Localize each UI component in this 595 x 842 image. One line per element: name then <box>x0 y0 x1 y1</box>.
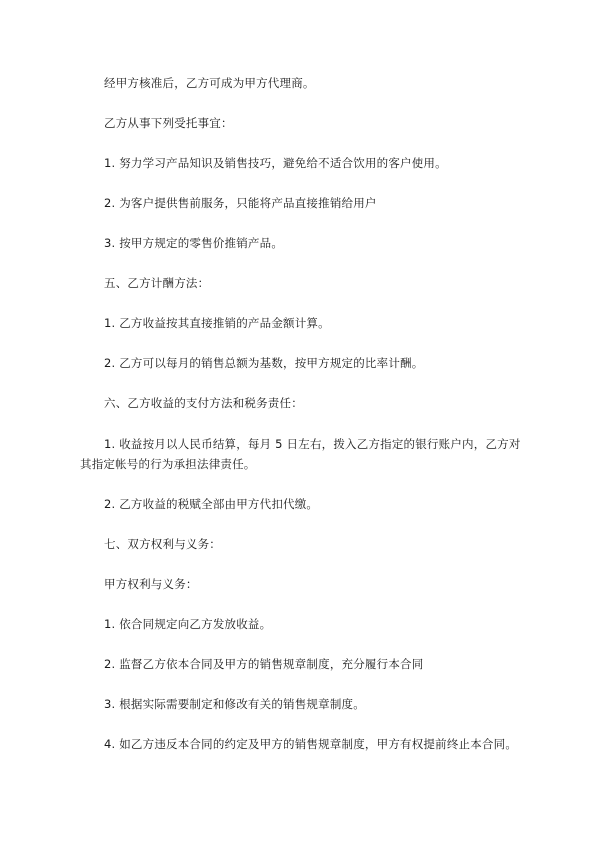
list-item-revenue-calculation: 1. 乙方收益按其直接推销的产品金额计算。 <box>104 316 330 330</box>
section-heading-rights-obligations: 七、双方权利与义务： <box>104 537 221 551</box>
list-item-pay-revenue: 1. 依合同规定向乙方发放收益。 <box>104 617 272 631</box>
list-item-monthly-rate: 2. 乙方可以每月的销售总额为基数，按甲方规定的比率计酬。 <box>104 356 424 370</box>
list-item-presale-service: 2. 为客户提供售前服务，只能将产品直接推销给用户 <box>104 196 377 210</box>
section-heading-compensation: 五、乙方计酬方法： <box>104 276 210 290</box>
list-item-regulations: 3. 根据实际需要制定和修改有关的销售规章制度。 <box>104 697 365 711</box>
list-item-study-products: 1. 努力学习产品知识及销售技巧，避免给不适合饮用的客户使用。 <box>104 156 447 170</box>
section-heading-payment-tax: 六、乙方收益的支付方法和税务责任： <box>104 396 303 410</box>
list-item-settlement-line1: 1. 收益按月以人民币结算，每月 5 日左右，拨入乙方指定的银行账户内，乙方对 <box>104 437 521 451</box>
list-item-settlement-line2: 其指定帐号的行为承担法律责任。 <box>80 457 256 471</box>
list-item-termination: 4. 如乙方违反本合同的约定及甲方的销售规章制度，甲方有权提前终止本合同。 <box>104 737 518 751</box>
paragraph-approval: 经甲方核准后，乙方可成为甲方代理商。 <box>104 76 315 90</box>
subheading-party-a-rights: 甲方权利与义务： <box>104 577 198 591</box>
list-item-tax-withholding: 2. 乙方收益的税赋全部由甲方代扣代缴。 <box>104 497 319 511</box>
list-item-supervise: 2. 监督乙方依本合同及甲方的销售规章制度，充分履行本合同 <box>104 657 424 671</box>
list-item-retail-price: 3. 按甲方规定的零售价推销产品。 <box>104 236 284 250</box>
heading-entrusted-matters: 乙方从事下列受托事宜： <box>104 116 233 130</box>
